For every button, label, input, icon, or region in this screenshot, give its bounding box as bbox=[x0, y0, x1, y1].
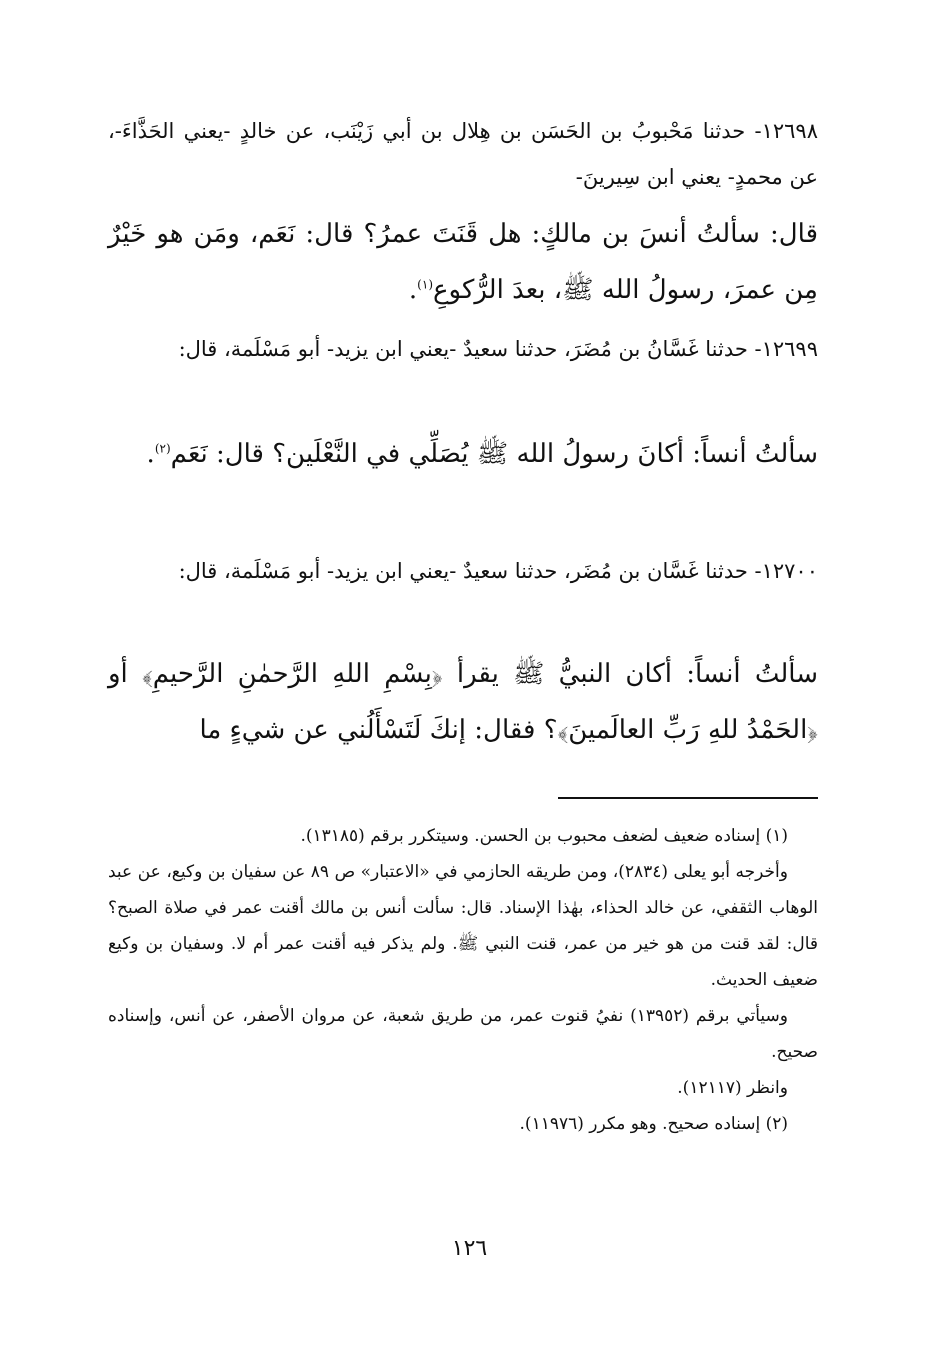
footnotes bbox=[108, 818, 818, 1142]
hadith-12699-matn-text: سألتُ أنساً: أكانَ رسولُ الله ﷺ يُصَلِّي في النَّعْلَين؟ قال: نَعَم bbox=[170, 439, 818, 469]
hadith-12700-matn: سألتُ أنساً: أكان النبيُّ ﷺ يقرأ ﴿بِسْمِ اللهِ الرَّحمٰنِ الرَّحيمِ﴾ أو ﴿الحَمْدُ للهِ رَبِّ العالَمينَ﴾؟ فقال: إنكَ لَتَسْأَلُني عن شيءٍ ما bbox=[108, 659, 818, 745]
footnote-1-see-also: وسيأتي برقم (١٣٩٥٢) نفيُ قنوت عمر، من طريق شعبة، عن مروان الأصفر، عن أنس، وإسناده صحيح. bbox=[108, 1006, 818, 1062]
hadith-12698-isnad: ١٢٦٩٨- حدثنا مَحْبوبُ بن الحَسَن بن هِلال بن أبي زَيْنَب، عن خالدٍ -يعني الحَذَّاءَ-، عن محمدٍ- يعني ابن سِيرينَ- bbox=[108, 119, 818, 189]
footnote-1-details: وأخرجه أبو يعلى (٢٨٣٤)، ومن طريقه الحازمي في «الاعتبار» ص ٨٩ عن سفيان بن وكيع، عن عبد الوهاب الثقفي، عن خالد الحذاء، بهٰذا الإسناد. قال: سألت أنس بن مالك أقنت عمر في صلاة الصبح؟ قال: لقد قنت من هو خير من عمر، قنت النبي ﷺ. ولم يذكر فيه أقنت عمر أم لا. وسفيان بن وكيع ضعيف الحديث. bbox=[108, 862, 818, 990]
hadith-12699-isnad: ١٢٦٩٩- حدثنا غَسَّانُ بن مُضَرَ، حدثنا سعيدٌ -يعني ابن يزيد- أبو مَسْلَمة، قال: bbox=[178, 337, 818, 361]
hadith-12698-end: . bbox=[408, 275, 418, 305]
hadith-12698-matn bbox=[108, 206, 818, 318]
footnote-1-compare: وانظر (١٢١١٧). bbox=[677, 1078, 788, 1098]
page-number: ١٢٦ bbox=[451, 1236, 488, 1261]
footnote-separator bbox=[558, 797, 818, 799]
hadith-12699-end: . bbox=[146, 439, 155, 469]
footnote-ref-2: (٢) bbox=[154, 441, 171, 456]
hadith-12698-matn-text: قال: سألتُ أنسَ بن مالكٍ: هل قَنَتَ عمرُ؟ قال: نَعَم، ومَن هو خَيْرٌ مِن عمرَ، رسولُ الله ﷺ، بعدَ الرُّكوعِ bbox=[108, 219, 818, 305]
footnote-ref-1: (١) bbox=[417, 277, 433, 292]
footnote-2: (٢) إسناده صحيح. وهو مكرر (١١٩٧٦). bbox=[519, 1114, 788, 1134]
hadith-12700-isnad: ١٢٧٠٠- حدثنا غَسَّان بن مُضَر، حدثنا سعيدٌ -يعني ابن يزيد- أبو مَسْلَمة، قال: bbox=[178, 559, 818, 583]
footnote-1: (١) إسناده ضعيف لضعف محبوب بن الحسن. وسيتكرر برقم (١٣١٨٥). bbox=[300, 826, 788, 846]
hadith-12699-matn bbox=[108, 426, 818, 482]
